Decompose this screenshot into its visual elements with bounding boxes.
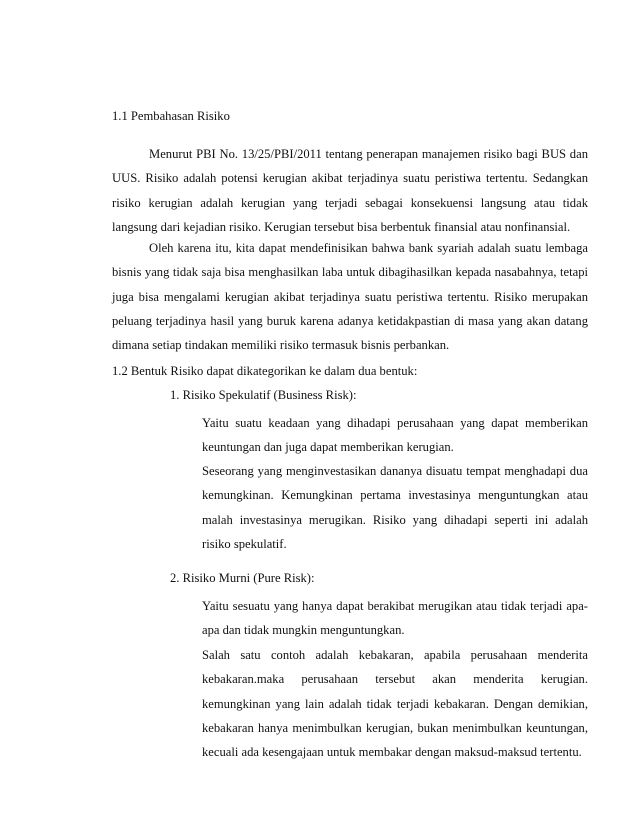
paragraph-definisi-risiko: Menurut PBI No. 13/25/PBI/2011 tentang penerapan manajemen risiko bagi BUS dan UUS. Risiko adalah potensi kerugian akibat terjadinya suatu peristiwa tertentu. Sedangkan risiko kerugian adalah kerugian yang terjadi sebagai konsekuensi langsung atau tidak langsung dari kejadian risiko. Kerugian tersebut bisa berbentuk finansial atau nonfinansial. bbox=[112, 147, 588, 234]
paragraph-murni-definisi: Yaitu sesuatu yang hanya dapat berakibat merugikan atau tidak terjadi apa-apa dan tidak mungkin menguntungkan. bbox=[202, 599, 588, 638]
paragraph-murni-contoh: Salah satu contoh adalah kebakaran, apabila perusahaan menderita kebakaran.maka perusahaan tersebut akan menderita kerugian. kemungkinan yang lain adalah tidak terjadi kebakaran. Dengan demikian, kebakaran hanya menimbulkan kerugian, bukan menimbulkan keuntungan, kecuali ada kesengajaan untuk membakar dengan maksud-maksud tertentu. bbox=[202, 648, 588, 760]
list-item-risiko-spekulatif-title: 1. Risiko Spekulatif (Business Risk): bbox=[170, 388, 357, 402]
paragraph-spekulatif-contoh: Seseorang yang menginvestasikan dananya disuatu tempat menghadapi dua kemungkinan. Kemungkinan pertama investasinya menguntungkan atau malah investasinya merugikan. Risiko yang dihadapi seperti ini adalah risiko spekulatif. bbox=[202, 464, 588, 551]
section-heading-bentuk-risiko: 1.2 Bentuk Risiko dapat dikategorikan ke dalam dua bentuk: bbox=[112, 364, 418, 378]
paragraph-spekulatif-definisi: Yaitu suatu keadaan yang dihadapi perusahaan yang dapat memberikan keuntungan dan juga dapat memberikan kerugian. bbox=[202, 416, 588, 455]
paragraph-bank-syariah: Oleh karena itu, kita dapat mendefinisikan bahwa bank syariah adalah suatu lembaga bisnis yang tidak saja bisa menghasilkan laba untuk dibagihasilkan kepada nasabahnya, tetapi juga bisa mengalami kerugian akibat terjadinya suatu peristiwa tertentu. Risiko merupakan peluang terjadinya hasil yang buruk karena adanya ketidakpastian di masa yang akan datang dimana setiap tindakan memiliki risiko termasuk bisnis perbankan. bbox=[112, 241, 588, 353]
list-item-risiko-murni-title: 2. Risiko Murni (Pure Risk): bbox=[170, 571, 315, 585]
section-heading-pembahasan-risiko: 1.1 Pembahasan Risiko bbox=[112, 109, 230, 123]
